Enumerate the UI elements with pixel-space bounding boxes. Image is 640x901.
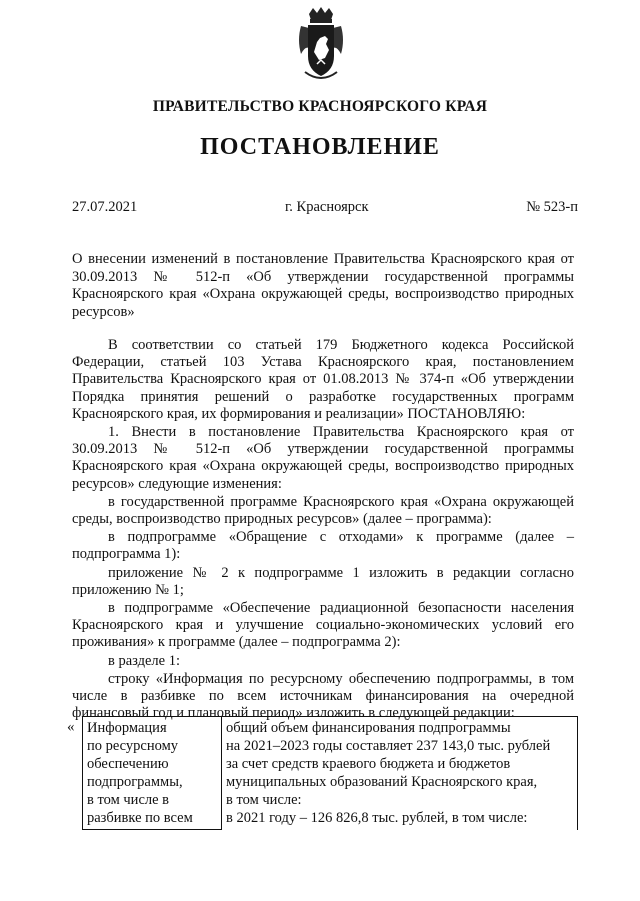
resource-info-table	[82, 716, 578, 830]
cell-line: в том числе:	[226, 792, 302, 808]
cell-line: обеспечению	[87, 756, 169, 772]
cell-line: общий объем финансирования подпрограммы	[226, 720, 511, 736]
document-subject: О внесении изменений в постановление Правительства Красноярского края от 30.09.2013 № 512-п «Об утверждении государственной программы Красноярского края «Охрана окружающей среды, воспроизводство природных ресурсов»	[72, 251, 574, 320]
cell-line: муниципальных образований Красноярского края,	[226, 774, 538, 790]
table-cell-value	[222, 717, 578, 830]
cell-line: в 2021 году – 126 826,8 тыс. рублей, в том числе:	[226, 810, 528, 826]
cell-line: на 2021–2023 годы составляет 237 143,0 тыс. рублей	[226, 738, 551, 754]
document-number: № 523-п	[526, 199, 578, 215]
document-date: 27.07.2021	[72, 199, 138, 215]
cell-line: по ресурсному	[87, 738, 179, 754]
body-paragraph: в подпрограмме «Обращение с отходами» к программе (далее – подпрограмма 1):	[72, 529, 574, 563]
body-paragraph: строку «Информация по ресурсному обеспечению подпрограммы, в том числе в разбивке по всем источникам финансирования на очередной финансовый год и плановый период» изложить в следующей редакции:	[72, 670, 574, 722]
document-body	[72, 337, 574, 722]
table-cell-label	[83, 717, 222, 830]
document-city: г. Красноярск	[285, 199, 369, 215]
government-name: ПРАВИТЕЛЬСТВО КРАСНОЯРСКОГО КРАЯ	[152, 98, 488, 115]
body-paragraph: в разделе 1:	[108, 652, 181, 669]
cell-line: подпрограммы,	[87, 774, 183, 790]
body-paragraph: приложение № 2 к подпрограмме 1 изложить в редакции согласно приложению № 1;	[72, 564, 574, 598]
cell-line: Информация	[87, 720, 167, 736]
krasnoyarsk-coat-of-arms-icon	[295, 6, 347, 86]
opening-quote: «	[67, 719, 75, 735]
body-paragraph: в государственной программе Красноярского края «Охрана окружающей среды, воспроизводство природных ресурсов» (далее – программа):	[72, 493, 574, 528]
table-row	[83, 717, 578, 830]
body-paragraph: В соответствии со статьей 179 Бюджетного кодекса Российской Федерации, статьей 103 Устава Красноярского края, постановлением Правительства Красноярского края от 01.08.2013 № 374-п «Об утверждении Порядка принятия решений о разработке государственных программ Красноярского края, их формирования и реализации» ПОСТАНОВЛЯЮ:	[72, 337, 574, 422]
document-type-title: ПОСТАНОВЛЕНИЕ	[200, 134, 440, 160]
body-paragraph: в подпрограмме «Обеспечение радиационной безопасности населения Красноярского края и улучшение социально-экономических условий его проживания» к программе (далее – подпрограмма 2):	[72, 600, 574, 651]
cell-line: за счет средств краевого бюджета и бюджетов	[226, 756, 511, 772]
cell-line: в том числе в	[87, 792, 170, 808]
body-paragraph: 1. Внести в постановление Правительства Красноярского края от 30.09.2013 № 512-п «Об утверждении государственной программы Красноярского края «Охрана окружающей среды, воспроизводство природных ресурсов» следующие изменения:	[72, 424, 574, 492]
cell-line: разбивке по всем	[87, 810, 193, 826]
